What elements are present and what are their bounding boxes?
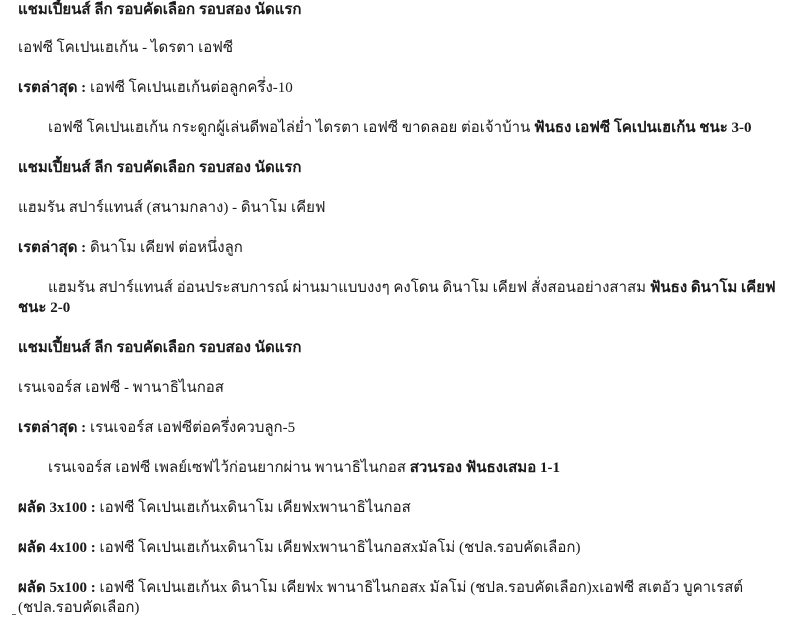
parlay-line [18,578,743,598]
odds-label: เรตล่าสุด : [18,420,87,436]
analysis-paragraph: แฮมรัน สปาร์แทนส์ อ่อนประสบการณ์ ผ่านมาแบบงงๆ คงโดน ดินาโม เคียฟ สั่งสอนอย่างสาสม ฟันธง ดินาโม เคียฟ [48,280,776,296]
match-title: แฮมรัน สปาร์แทนส์ (สนามกลาง) - ดินาโม เคียฟ [18,200,326,216]
section-heading: แชมเปี้ยนส์ ลีก รอบคัดเลือก รอบสอง นัดแรก [18,160,302,176]
parlay-continued: (ชปล.รอบคัดเลือก) [18,600,140,616]
odds-label: เรตล่าสุด : [18,80,87,96]
odds-line [18,78,293,98]
parlay-label: ผลัด 4x100 : [18,540,96,556]
parlay-value: เอฟซี โคเปนเฮเก้นxดินาโม เคียฟxพานาธิไนกอสxมัลโม่ (ชปล.รอบคัดเลือก) [99,540,581,556]
verdict: สวนรอง ฟันธงเสมอ 1-1 [409,460,560,476]
parlay-label: ผลัด 3x100 : [18,500,96,516]
odds-value: ดินาโม เคียฟ ต่อหนึ่งลูก [89,240,243,256]
verdict: ฟันธง ดินาโม เคียฟ [649,280,776,296]
parlay-label: ผลัด 5x100 : [18,580,96,596]
parlay-value: เอฟซี โคเปนเฮเก้นx ดินาโม เคียฟx พานาธิไนกอสx มัลโม่ (ชปล.รอบคัดเลือก)xเอฟซี สเตอัว บูคาเรสต์ [99,580,744,596]
cursor-mark [12,614,16,615]
section-heading: แชมเปี้ยนส์ ลีก รอบคัดเลือก รอบสอง นัดแรก [18,340,302,356]
verdict-continued: ชนะ 2-0 [18,300,71,316]
parlay-value: เอฟซี โคเปนเฮเก้นxดินาโม เคียฟxพานาธิไนกอส [99,500,411,516]
parlay-line [18,538,580,558]
odds-value: เอฟซี โคเปนเฮเก้นต่อลูกครึ่ง-10 [89,80,293,96]
analysis-paragraph: เรนเจอร์ส เอฟซี เพลย์เซฟไว้ก่อนยากผ่าน พานาธิไนกอส สวนรอง ฟันธงเสมอ 1-1 [48,460,560,476]
odds-value: เรนเจอร์ส เอฟซีต่อครึ่งควบลูก-5 [89,420,296,436]
match-title: เอฟซี โคเปนเฮเก้น - ไดรตา เอฟซี [18,40,234,56]
odds-line [18,238,243,258]
verdict: ฟันธง เอฟซี โคเปนเฮเก้น ชนะ 3-0 [534,120,752,136]
section-heading: แชมเปี้ยนส์ ลีก รอบคัดเลือก รอบสอง นัดแรก [18,2,302,18]
odds-line [18,418,295,438]
odds-label: เรตล่าสุด : [18,240,87,256]
match-title: เรนเจอร์ส เอฟซี - พานาธิไนกอส [18,380,224,396]
analysis-paragraph: เอฟซี โคเปนเฮเก้น กระดูกผู้เล่นดีพอไล่ย่ำ ไดรตา เอฟซี ขาดลอย ต่อเจ้าบ้าน ฟันธง เอฟซี โคเปนเฮเก้น ชนะ 3-0 [48,120,752,136]
parlay-line [18,498,411,518]
